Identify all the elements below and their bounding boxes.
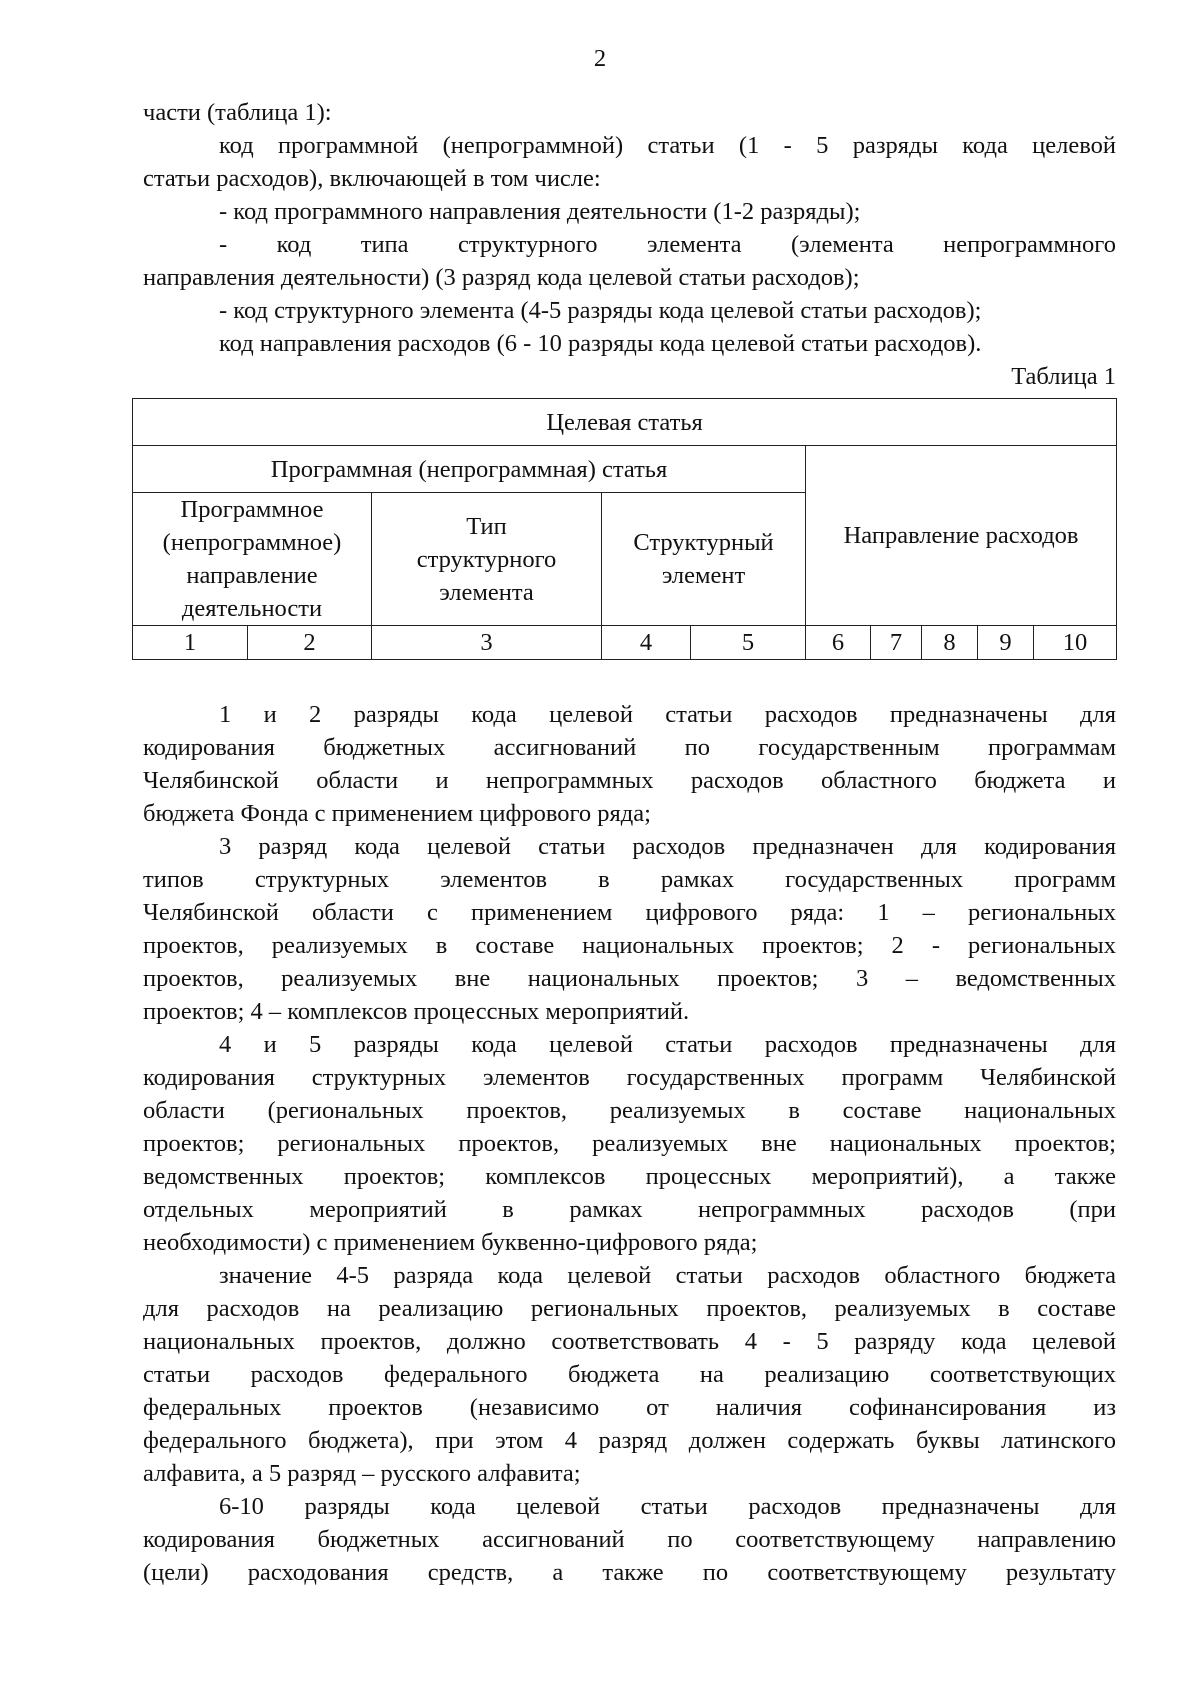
text-line: 3 разряд кода целевой статьи расходов предназначен для кодирования [219,833,1116,860]
text-line: код программной (непрограммной) статьи (1 - 5 разряды кода целевой [219,132,1116,159]
text-line: - код типа структурного элемента (элемента непрограммного [219,231,1116,258]
text-line: национальных проектов, должно соответствовать 4 - 5 разряду кода целевой [143,1328,1116,1355]
digit-cell: 4 [602,626,691,660]
text-line: Челябинской области с применением цифрового ряда: 1 – региональных [143,899,1116,926]
text-line: части (таблица 1): [143,99,332,126]
text-line: - код программного направления деятельности (1-2 разряды); [219,198,861,225]
text-line: необходимости) с применением буквенно-цифрового ряда; [143,1229,758,1256]
text-line: проектов, реализуемых в составе национальных проектов; 2 - региональных [143,932,1116,959]
target-article-code-table [132,398,1117,660]
text-line: код направления расходов (6 - 10 разряды кода целевой статьи расходов). [219,330,982,357]
structural-element-header: Структурный элемент [602,493,806,626]
program-article-header: Программная (непрограммная) статья [133,446,806,493]
text-line: 1 и 2 разряды кода целевой статьи расходов предназначены для [219,701,1116,728]
text-line: области (региональных проектов, реализуемых в составе национальных [143,1097,1116,1124]
text-line: 6-10 разряды кода целевой статьи расходов предназначены для [219,1493,1116,1520]
text-line: кодирования структурных элементов государственных программ Челябинской [143,1064,1116,1091]
digit-cell: 5 [691,626,806,660]
digit-cell: 10 [1034,626,1117,660]
element-type-header: Тип структурного элемента [372,493,602,626]
digit-cell: 7 [871,626,922,660]
text-line: проектов; 4 – комплексов процессных мероприятий. [143,998,690,1025]
text-line: алфавита, а 5 разряд – русского алфавита; [143,1460,581,1487]
text-line: - код структурного элемента (4-5 разряды кода целевой статьи расходов); [219,297,982,324]
digit-cell: 9 [978,626,1034,660]
text-line: для расходов на реализацию региональных проектов, реализуемых в составе [143,1295,1116,1322]
text-line: статьи расходов федерального бюджета на реализацию соответствующих [143,1361,1116,1388]
text-line: кодирования бюджетных ассигнований по соответствующему направлению [143,1526,1116,1553]
text-line: проектов, реализуемых вне национальных проектов; 3 – ведомственных [143,965,1116,992]
digit-cell: 3 [372,626,602,660]
table-title-cell: Целевая статья [133,399,1117,446]
text-line: типов структурных элементов в рамках государственных программ [143,866,1116,893]
body-text [143,698,1116,1589]
text-line: бюджета Фонда с применением цифрового ряда; [143,800,651,827]
text-line: Таблица 1 [1011,363,1116,390]
intro-text [143,96,1116,393]
text-line: кодирования бюджетных ассигнований по государственным программам [143,734,1116,761]
expense-direction-header: Направление расходов [806,446,1117,626]
text-line: статьи расходов), включающей в том числе: [143,165,601,192]
text-line: направления деятельности) (3 разряд кода целевой статьи расходов); [143,264,860,291]
text-line: ведомственных проектов; комплексов процессных мероприятий), а также [143,1163,1116,1190]
text-line: федеральных проектов (независимо от наличия софинансирования из [143,1394,1116,1421]
text-line: Челябинской области и непрограммных расходов областного бюджета и [143,767,1116,794]
digit-cell: 8 [922,626,978,660]
digit-cell: 1 [133,626,248,660]
text-line: значение 4-5 разряда кода целевой статьи расходов областного бюджета [219,1262,1116,1289]
page-number: 2 [593,45,607,72]
text-line: федерального бюджета), при этом 4 разряд должен содержать буквы латинского [143,1427,1116,1454]
digit-cell: 2 [248,626,372,660]
text-line: проектов; региональных проектов, реализуемых вне национальных проектов; [143,1130,1116,1157]
digit-cell: 6 [806,626,871,660]
text-line: отдельных мероприятий в рамках непрограммных расходов (при [143,1196,1116,1223]
program-direction-header: Программное (непрограммное) направление деятельности [133,493,372,626]
text-line: (цели) расходования средств, а также по соответствующему результату [143,1559,1116,1586]
text-line: 4 и 5 разряды кода целевой статьи расходов предназначены для [219,1031,1116,1058]
